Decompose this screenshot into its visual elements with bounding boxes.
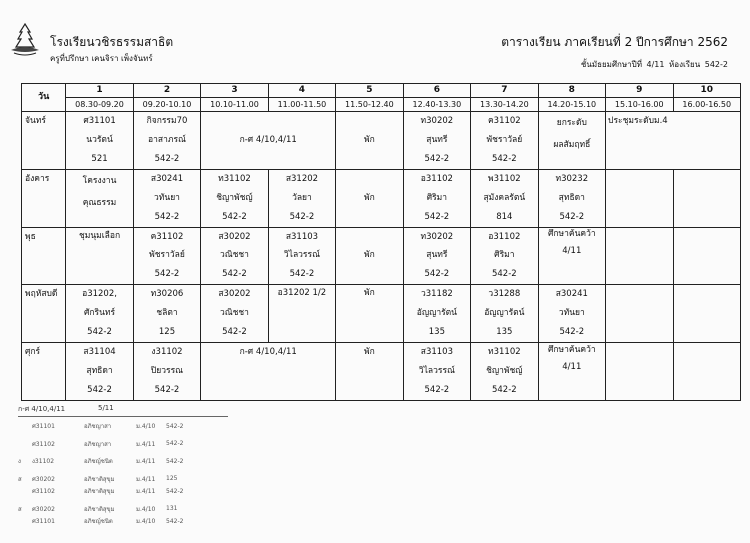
note-row: ศ31101 อภิชญาสา ม.4/10 542-2 <box>32 422 184 431</box>
period-number-row <box>22 84 741 98</box>
period-time: 11.00-11.50 <box>268 98 335 112</box>
class-cell: ศึกษาค้นคว้า 4/11 <box>538 227 605 285</box>
period-number: 3 <box>201 84 268 98</box>
note-row: ศ31102 อภิชญาสา ม.4/11 542-2 <box>32 440 184 448</box>
lunch-cell: พัก <box>336 169 403 227</box>
class-cell: อ31202, ศักรินทร์ 542-2 <box>66 285 133 343</box>
empty-cell <box>673 285 740 343</box>
advisor-line: ครูที่ปรึกษา เคนจิรา เพ็งจันทร์ <box>50 54 153 63</box>
note-row: ศ31102 อภิชาติสุขุม ม.4/11 542-2 <box>32 487 184 496</box>
day-header: วัน <box>22 84 66 112</box>
empty-cell <box>673 343 740 401</box>
class-cell: กิจกรรม70 อาสาภรณ์ 542-2 <box>133 112 200 170</box>
class-cell: อ31202 1/2 <box>268 285 335 343</box>
timetable-grid <box>21 83 741 401</box>
day-label: พฤหัสบดี <box>22 285 66 343</box>
notes-section <box>18 404 228 528</box>
class-cell: ท31102 ชิญาพัชญ์ 542-2 <box>201 169 268 227</box>
note-row: ศ31101 อภิชญ์ชนิต ม.4/10 542-2 <box>32 517 184 526</box>
class-cell: ส30241 วทันยา 542-2 <box>538 285 605 343</box>
day-row-monday <box>22 112 741 170</box>
period-number: 1 <box>66 84 133 98</box>
day-row-friday <box>22 343 741 401</box>
empty-cell <box>606 227 673 285</box>
notes-header <box>18 404 228 417</box>
class-cell: โครงงาน คุณธรรม <box>66 169 133 227</box>
day-row-wednesday <box>22 227 741 285</box>
day-label: อังคาร <box>22 169 66 227</box>
class-cell: ค31102 พัชราวัลย์ 542-2 <box>471 112 538 170</box>
class-cell: ท30202 สุนทรี 542-2 <box>403 227 470 285</box>
day-label: พุธ <box>22 227 66 285</box>
note-row: ส ศ30202 อภิชาติสุขุม ม.4/11 125 <box>18 475 178 483</box>
period-time: 11.50-12.40 <box>336 98 403 112</box>
class-cell: ส30202 วณิชชา 542-2 <box>201 227 268 285</box>
class-cell: ยกระดับ ผลสัมฤทธิ์ <box>538 112 605 170</box>
lunch-cell: พัก <box>336 227 403 285</box>
class-cell: อ31102 ศิริมา 542-2 <box>403 169 470 227</box>
class-cell: ส30241 วทันยา 542-2 <box>133 169 200 227</box>
class-cell: ส31104 สุทธิดา 542-2 <box>66 343 133 401</box>
class-cell: ท30232 สุทธิดา 542-2 <box>538 169 605 227</box>
empty-cell <box>673 227 740 285</box>
class-cell: ศึกษาค้นคว้า 4/11 <box>538 343 605 401</box>
merged-class-cell: ก-ศ 4/10,4/11 <box>201 112 336 170</box>
timetable-title: ตารางเรียน ภาคเรียนที่ 2 ปีการศึกษา 2562 <box>501 35 728 49</box>
class-cell: อ31102 ศิริมา 542-2 <box>471 227 538 285</box>
period-number: 5 <box>336 84 403 98</box>
day-label: จันทร์ <box>22 112 66 170</box>
school-name: โรงเรียนวชิรธรรมสาธิต <box>50 35 174 49</box>
period-number: 2 <box>133 84 200 98</box>
empty-cell <box>673 169 740 227</box>
class-label: ชั้นมัธยมศึกษาปีที่ 4/11 ห้องเรียน 542-2 <box>580 60 728 69</box>
meeting-cell: ประชุมระดับม.4 <box>606 112 741 170</box>
lunch-cell: พัก <box>336 343 403 401</box>
lunch-cell: พัก <box>336 285 403 343</box>
notes-header-right: 5/11 <box>98 404 114 412</box>
period-number: 10 <box>673 84 740 98</box>
class-cell: ส31103 วิไลวรรณ์ 542-2 <box>403 343 470 401</box>
period-number: 7 <box>471 84 538 98</box>
period-time: 09.20-10.10 <box>133 98 200 112</box>
period-time: 12.40-13.30 <box>403 98 470 112</box>
note-row: ส ศ30202 อภิชาติสุขุม ม.4/10 131 <box>18 505 178 513</box>
period-number: 6 <box>403 84 470 98</box>
day-row-tuesday <box>22 169 741 227</box>
class-cell: ง31102 ปิยวรรณ 542-2 <box>133 343 200 401</box>
class-cell: ส30202 วณิชชา 542-2 <box>201 285 268 343</box>
class-cell: ค31102 พัชราวัลย์ 542-2 <box>133 227 200 285</box>
notes-header-left: ก-ศ 4/10,4/11 <box>18 405 66 413</box>
class-cell: ท31102 ชิญาพัชญ์ 542-2 <box>471 343 538 401</box>
lunch-cell: พัก <box>336 112 403 170</box>
class-cell: ชุมนุมเลือก <box>66 227 133 285</box>
empty-cell <box>606 343 673 401</box>
period-time: 08.30-09.20 <box>66 98 133 112</box>
empty-cell <box>606 285 673 343</box>
class-cell: ท30202 สุนทรี 542-2 <box>403 112 470 170</box>
class-cell: ส31202 วัลยา 542-2 <box>268 169 335 227</box>
period-time: 13.30-14.20 <box>471 98 538 112</box>
class-cell: ศ31101 นวรัตน์ 521 <box>66 112 133 170</box>
class-cell: ว31182 อัญญารัตน์ 135 <box>403 285 470 343</box>
day-label: ศุกร์ <box>22 343 66 401</box>
period-number: 8 <box>538 84 605 98</box>
note-row: ง ง31102 อภิชญ์ชนิต ม.4/11 542-2 <box>18 457 184 466</box>
day-row-thursday <box>22 285 741 343</box>
period-time: 15.10-16.00 <box>606 98 673 112</box>
merged-class-cell: ก-ศ 4/10,4/11 <box>201 343 336 401</box>
class-cell: ส31103 วิไลวรรณ์ 542-2 <box>268 227 335 285</box>
class-cell: พ31102 สุมังคลรัตน์ 814 <box>471 169 538 227</box>
class-cell: ว31288 อัญญารัตน์ 135 <box>471 285 538 343</box>
period-number: 9 <box>606 84 673 98</box>
empty-cell <box>606 169 673 227</box>
period-number: 4 <box>268 84 335 98</box>
period-time-row <box>22 98 741 112</box>
period-time: 14.20-15.10 <box>538 98 605 112</box>
class-cell: ท30206 ชลิตา 125 <box>133 285 200 343</box>
period-time: 16.00-16.50 <box>673 98 740 112</box>
school-emblem-icon <box>8 22 42 58</box>
period-time: 10.10-11.00 <box>201 98 268 112</box>
